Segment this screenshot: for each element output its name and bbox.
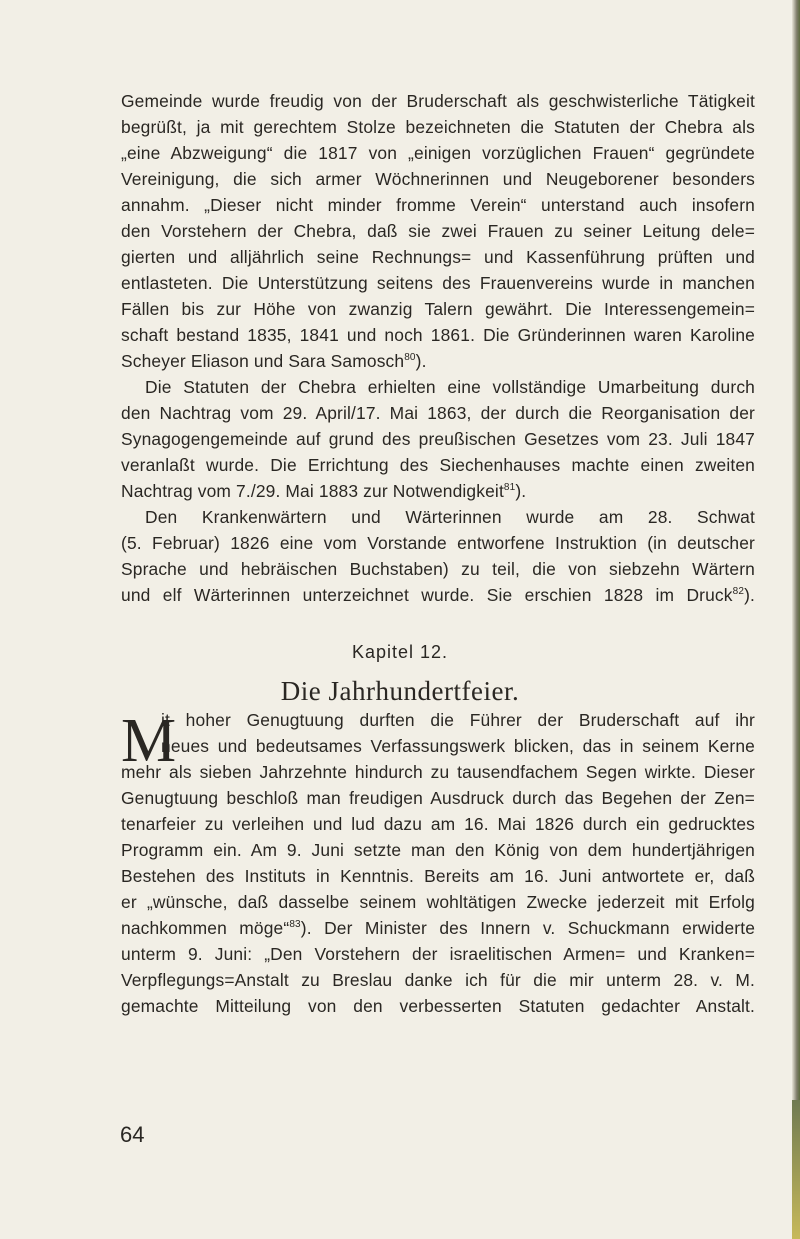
text-line: begrüßt, ja mit gerechtem Stolze bezeichneten die Statuten der Chebra als bbox=[121, 117, 755, 137]
text-line: Gemeinde wurde freudig von der Bruderschaft als geschwisterliche Tätigkeit bbox=[121, 91, 755, 111]
text-line: it hoher Genugtuung durften die Führer der Bruderschaft auf ihr bbox=[161, 710, 755, 730]
body-paragraphs bbox=[121, 88, 755, 608]
text-line: schaft bestand 1835, 1841 und noch 1861. Die Gründerinnen waren Karoline bbox=[121, 325, 755, 345]
text-line bbox=[121, 582, 755, 608]
text-line: unterm 9. Juni: „Den Vorstehern der israelitischen Armen= und Kranken= bbox=[121, 944, 755, 964]
text-line bbox=[121, 915, 755, 941]
text-line: er „wünsche, daß dasselbe seinem wohltätigen Zwecke jederzeit mit Erfolg bbox=[121, 892, 755, 912]
text-fragment: ). Der Minister des Innern v. Schuckmann erwiderte bbox=[300, 918, 756, 938]
text-fragment: ). bbox=[415, 351, 427, 371]
text-line: Programm ein. Am 9. Juni setzte man den König von dem hundertjährigen bbox=[121, 840, 755, 860]
text-line: Bestehen des Instituts in Kenntnis. Bereits am 16. Juni antwortete er, daß bbox=[121, 866, 755, 886]
text-line: Verpflegungs=Anstalt zu Breslau danke ich für die mir unterm 28. v. M. bbox=[121, 970, 755, 990]
footnote-ref-81: 81 bbox=[503, 482, 516, 493]
text-line: Genugtuung beschloß man freudigen Ausdruck durch das Begehen der Zen= bbox=[121, 788, 755, 808]
text-line: gierten und alljährlich seine Rechnungs= und Kassenführung prüften und bbox=[121, 247, 755, 267]
text-line: Sprache und hebräischen Buchstaben) zu teil, die von siebzehn Wärtern bbox=[121, 559, 755, 579]
text-line: entlasteten. Die Unterstützung seitens des Frauenvereins wurde in manchen bbox=[121, 273, 755, 293]
text-line: neues und bedeutsames Verfassungswerk blicken, das in seinem Kerne bbox=[161, 736, 755, 756]
text-line: mehr als sieben Jahrzehnte hindurch zu tausendfachem Segen wirkte. Dieser bbox=[121, 762, 755, 782]
page-number: 64 bbox=[120, 1122, 145, 1147]
footnote-ref-82: 82 bbox=[732, 586, 745, 597]
footnote-ref-83: 83 bbox=[289, 919, 301, 930]
text-line: „eine Abzweigung“ die 1817 von „einigen vorzüglichen Frauen“ gegründete bbox=[121, 143, 755, 163]
chapter-title: Die Jahrhundertfeier. bbox=[280, 676, 520, 706]
text-fragment: ). bbox=[744, 585, 755, 605]
text-line: Den Krankenwärtern und Wärterinnen wurde am 28. Schwat bbox=[145, 507, 755, 527]
text-line: tenarfeier zu verleihen und lud dazu am 16. Mai 1826 durch ein gedrucktes bbox=[121, 814, 755, 834]
page-edge-shadow bbox=[792, 0, 800, 1239]
drop-cap: M bbox=[121, 707, 177, 775]
text-fragment: Scheyer Eliason und Sara Samosch bbox=[121, 351, 405, 371]
page-edge-color-strip bbox=[792, 1100, 800, 1239]
text-line: Vereinigung, die sich armer Wöchnerinnen und Neugeborener besonders bbox=[121, 169, 755, 189]
text-line: gemachte Mitteilung von den verbesserten Statuten gedachter Anstalt. bbox=[121, 996, 755, 1016]
chapter-label: Kapitel 12. bbox=[351, 642, 449, 662]
text-line: veranlaßt wurde. Die Errichtung des Siechenhauses machte einen zweiten bbox=[121, 455, 755, 475]
footnote-ref-80: 80 bbox=[404, 352, 416, 363]
text-line: Fällen bis zur Höhe von zwanzig Talern gewährt. Die Interessengemein= bbox=[121, 299, 755, 319]
chapter-text bbox=[121, 707, 755, 1019]
text-fragment: nachkommen möge“ bbox=[121, 918, 290, 938]
text-fragment: und elf Wärterinnen unterzeichnet wurde. Sie erschien 1828 im Druck bbox=[121, 585, 733, 605]
text-line bbox=[121, 478, 755, 504]
text-line: den Vorstehern der Chebra, daß sie zwei Frauen zu seiner Leitung dele= bbox=[121, 221, 755, 241]
text-line bbox=[121, 348, 755, 374]
text-fragment: Nachtrag vom 7./29. Mai 1883 zur Notwendigkeit bbox=[121, 481, 504, 501]
text-fragment: ). bbox=[515, 481, 527, 501]
text-line: den Nachtrag vom 29. April/17. Mai 1863, der durch die Reorganisation der bbox=[121, 403, 755, 423]
text-line: Die Statuten der Chebra erhielten eine vollständige Umarbeitung durch bbox=[145, 377, 755, 397]
text-line: Synagogengemeinde auf grund des preußischen Gesetzes vom 23. Juli 1847 bbox=[121, 429, 755, 449]
text-line: (5. Februar) 1826 eine vom Vorstande entworfene Instruktion (in deutscher bbox=[121, 533, 755, 553]
text-line: annahm. „Dieser nicht minder fromme Verein“ unterstand auch insofern bbox=[121, 195, 755, 215]
